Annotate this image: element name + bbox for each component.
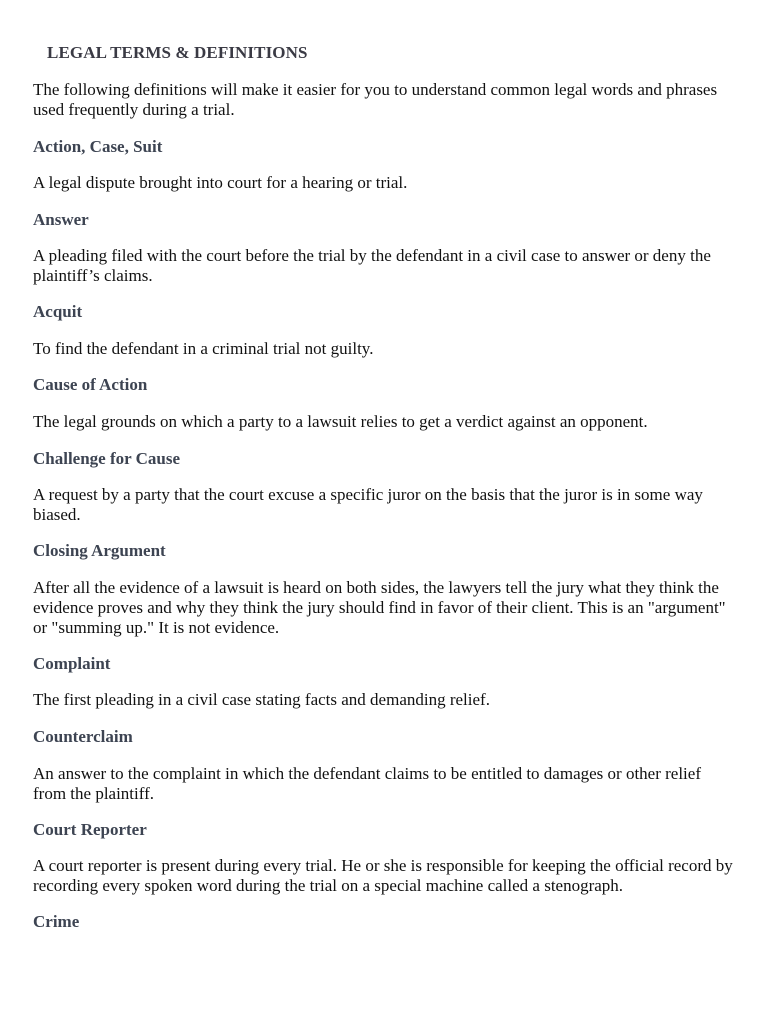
term-definition: A request by a party that the court excuse a specific juror on the basis that the juror is in some way biased.: [33, 485, 703, 524]
term-heading: Acquit: [33, 302, 83, 321]
term-definition: To find the defendant in a criminal trial not guilty.: [33, 339, 374, 358]
term-heading: Action, Case, Suit: [33, 137, 163, 156]
term-heading: Crime: [33, 912, 80, 931]
term-definition: After all the evidence of a lawsuit is heard on both sides, the lawyers tell the jury what they think the evidence proves and why they think the jury should find in favor of their client. This is an "argument" or "summing up." It is not evidence.: [33, 578, 726, 637]
document-title: LEGAL TERMS & DEFINITIONS: [47, 43, 308, 62]
term-heading: Counterclaim: [33, 727, 133, 746]
term-heading: Challenge for Cause: [33, 449, 181, 468]
term-heading: Closing Argument: [33, 541, 166, 560]
term-definition: The first pleading in a civil case stating facts and demanding relief.: [33, 690, 490, 709]
term-definition: A pleading filed with the court before the trial by the defendant in a civil case to answer or deny the plaintiff’s claims.: [33, 246, 711, 285]
term-definition: The legal grounds on which a party to a lawsuit relies to get a verdict against an opponent.: [33, 412, 648, 431]
term-definition: A court reporter is present during every trial. He or she is responsible for keeping the official record by recording every spoken word during the trial on a special machine called a stenograph.: [33, 856, 733, 895]
term-heading: Answer: [33, 210, 89, 229]
intro-paragraph: The following definitions will make it easier for you to understand common legal words and phrases used frequently during a trial.: [33, 80, 718, 119]
term-heading: Cause of Action: [33, 375, 148, 394]
term-definition: An answer to the complaint in which the defendant claims to be entitled to damages or other relief from the plaintiff.: [33, 764, 701, 803]
term-definition: A legal dispute brought into court for a hearing or trial.: [33, 173, 408, 192]
term-heading: Complaint: [33, 654, 111, 673]
term-heading: Court Reporter: [33, 820, 147, 839]
